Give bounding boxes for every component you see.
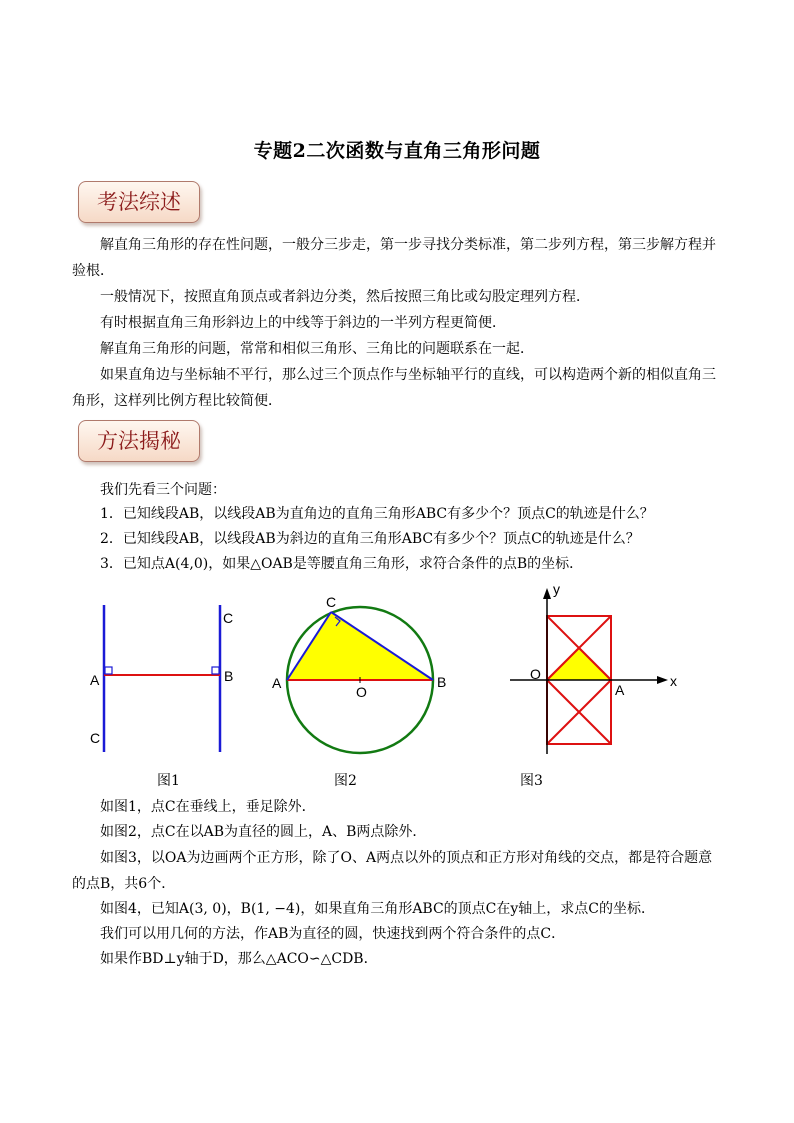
figure-1-perpendicular-lines xyxy=(80,595,250,760)
fig3-label-o: O xyxy=(530,666,541,682)
section-header-overview xyxy=(78,181,200,223)
overview-paragraph-3: 有时根据直角三角形斜边上的中线等于斜边的一半列方程更简便． xyxy=(100,315,506,331)
section-header-method xyxy=(78,420,200,462)
fig3-x-arrow xyxy=(657,676,668,684)
fig1-label-c-bottom: C xyxy=(90,730,101,746)
figure-2-circle-diameter xyxy=(268,593,458,768)
overview-paragraph-5: 如果直角边与坐标轴不平行，那么过三个顶点作与坐标轴平行的直线，可以构造两个新的相似直角三角形，这样列比例方程比较简便． xyxy=(72,367,716,409)
question-2: 2．已知线段AB，以线段AB为斜边的直角三角形ABC有多少个？顶点C的轨迹是什么？ xyxy=(100,531,640,547)
overview-paragraph-1: 解直角三角形的存在性问题，一般分三步走，第一步寻找分类标准，第二步列方程，第三步解方程并验根． xyxy=(72,237,716,279)
figure-3-coordinate-squares xyxy=(500,578,690,758)
fig2-label-b: B xyxy=(437,674,447,690)
figure-2-caption: 图2 xyxy=(334,773,357,789)
fig2-label-a: A xyxy=(272,675,282,691)
explanation-1: 如图1，点C在垂线上，垂足除外． xyxy=(100,799,316,815)
question-1: 1．已知线段AB，以线段AB为直角边的直角三角形ABC有多少个？顶点C的轨迹是什么？ xyxy=(100,506,654,522)
method-intro: 我们先看三个问题： xyxy=(100,482,226,498)
fig2-label-o: O xyxy=(356,684,367,700)
section-overview-label: 考法综述 xyxy=(97,190,181,214)
question-3: 3．已知点A(4,0)，如果△OAB是等腰直角三角形，求符合条件的点B的坐标． xyxy=(100,556,584,572)
fig1-right-angle-b xyxy=(212,667,219,674)
overview-paragraph-4: 解直角三角形的问题，常常和相似三角形、三角比的问题联系在一起． xyxy=(100,341,534,357)
fig3-y-arrow xyxy=(543,588,551,599)
page-title: 专题2二次函数与直角三角形问题 xyxy=(253,140,541,162)
figure-1-caption: 图1 xyxy=(157,773,180,789)
fig2-label-c: C xyxy=(326,594,337,610)
fig1-label-b: B xyxy=(224,668,234,684)
explanation-3: 如图3，以OA为边画两个正方形，除了O、A两点以外的顶点和正方形对角线的交点，都是符合题意的点B，共6个． xyxy=(72,850,713,892)
explanation-4: 如图4，已知A(3, 0)，B(1, −4)，如果直角三角形ABC的顶点C在y轴上，求点C的坐标． xyxy=(100,901,656,917)
fig3-label-x: x xyxy=(670,673,677,689)
explanation-6: 如果作BD⊥y轴于D，那么△ACO∽△CDB． xyxy=(100,951,378,967)
explanation-5: 我们可以用几何的方法，作AB为直径的圆，快速找到两个符合条件的点C． xyxy=(100,926,566,942)
explanation-2: 如图2，点C在以AB为直径的圆上，A、B两点除外． xyxy=(100,824,427,840)
section-method-label: 方法揭秘 xyxy=(97,429,181,453)
figure-3-caption: 图3 xyxy=(520,773,543,789)
fig3-label-y: y xyxy=(553,581,560,597)
fig1-label-a: A xyxy=(90,672,100,688)
overview-paragraph-2: 一般情况下，按照直角顶点或者斜边分类，然后按照三角比或勾股定理列方程． xyxy=(100,289,590,305)
fig1-label-c-top: C xyxy=(223,610,234,626)
fig3-label-a: A xyxy=(615,682,625,698)
fig1-right-angle-a xyxy=(105,667,112,674)
fig3-triangle-fill xyxy=(547,648,611,680)
